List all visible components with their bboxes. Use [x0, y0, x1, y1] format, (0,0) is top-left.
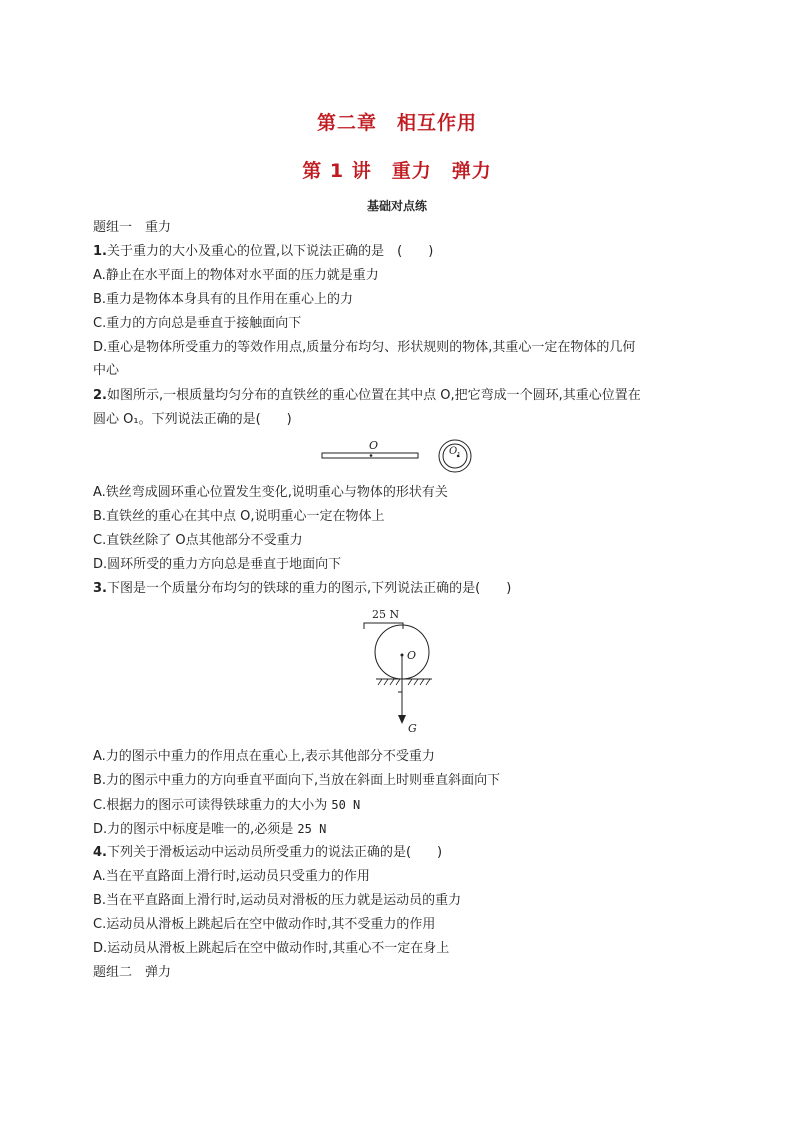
q2-option-c: C.直铁丝除了 O点其他部分不受重力	[93, 533, 303, 548]
q4-stem	[93, 844, 703, 862]
q3-option-c-text: C.根据力的图示可读得铁球重力的大小为	[93, 798, 332, 813]
q3-option-b: B.力的图示中重力的方向垂直平面向下,当放在斜面上时则垂直斜面向下	[93, 773, 501, 788]
q4-option-d: D.运动员从滑板上跳起后在空中做动作时,其重心不一定在身上	[93, 941, 450, 956]
q3-option-c-value: 50 N	[331, 798, 361, 812]
ring-label-o: O	[449, 446, 458, 457]
ground-hatching	[378, 679, 430, 685]
q1-option-c: C.重力的方向总是垂直于接触面向下	[93, 316, 302, 331]
q2-stem-line1	[93, 387, 703, 405]
q3-figure	[340, 602, 460, 742]
chapter-title: 第二章 相互作用	[316, 112, 477, 134]
q2-stem-text: 如图所示,一根质量均匀分布的直铁丝的重心位置在其中点 O,把它弯成一个圆环,其重心位置在	[106, 388, 641, 403]
q3-option-d	[93, 820, 703, 839]
q2-stem-line2: 圆心 O₁。下列说法正确的是( )	[93, 412, 292, 427]
q2-option-d: D.圆环所受的重力方向总是垂直于地面向下	[93, 557, 342, 572]
q3-stem-text: 下图是一个质量分布均匀的铁球的重力的图示,下列说法正确的是( )	[106, 581, 512, 596]
q4-number: 4.	[93, 845, 107, 860]
group1-heading: 题组一 重力	[93, 220, 172, 235]
q4-option-c: C.运动员从滑板上跳起后在空中做动作时,其不受重力的作用	[93, 917, 436, 932]
group2-heading: 题组二 弹力	[93, 965, 172, 980]
q1-stem	[93, 243, 703, 261]
q1-option-d: D.重心是物体所受重力的等效作用点,质量分布均匀、形状规则的物体,其重心一定在物体的几何	[93, 340, 636, 355]
q1-option-a: A.静止在水平面上的物体对水平面的压力就是重力	[93, 268, 379, 283]
q1-option-b: B.重力是物体本身具有的且作用在重心上的力	[93, 292, 354, 307]
section-title: 基础对点练	[366, 199, 427, 213]
gravity-label-g: G	[408, 722, 417, 735]
q2-figure	[318, 436, 476, 476]
q2-option-a: A.铁丝弯成圆环重心位置发生变化,说明重心与物体的形状有关	[93, 485, 448, 500]
q3-option-a: A.力的图示中重力的作用点在重心上,表示其他部分不受重力	[93, 749, 435, 764]
q3-number: 3.	[93, 581, 107, 596]
q4-stem-text: 下列关于滑板运动中运动员所受重力的说法正确的是( )	[106, 845, 443, 860]
ring-label-subscript: 1	[457, 452, 461, 459]
q4-option-a: A.当在平直路面上滑行时,运动员只受重力的作用	[93, 869, 370, 884]
q1-number: 1.	[93, 244, 107, 259]
q1-stem-text: 关于重力的大小及重心的位置,以下说法正确的是 ( )	[106, 244, 434, 259]
lesson-title: 第 1 讲 重力 弹力	[302, 160, 492, 182]
q3-stem	[93, 580, 703, 598]
gravity-arrow-head	[398, 715, 406, 724]
scale-bar	[364, 623, 403, 629]
wire-label-o: O	[369, 439, 379, 452]
wire-center-point	[370, 454, 373, 457]
q1-option-d-continued: 中心	[93, 363, 120, 378]
ball-label-o: O	[407, 649, 417, 662]
q2-number: 2.	[93, 388, 107, 403]
q3-option-d-text: D.力的图示中标度是唯一的,必须是	[93, 822, 298, 837]
scale-label: 25 N	[372, 608, 400, 621]
q3-option-d-value: 25 N	[297, 822, 327, 836]
q4-option-b: B.当在平直路面上滑行时,运动员对滑板的压力就是运动员的重力	[93, 893, 462, 908]
q2-option-b: B.直铁丝的重心在其中点 O,说明重心一定在物体上	[93, 509, 385, 524]
q3-option-c	[93, 796, 703, 815]
